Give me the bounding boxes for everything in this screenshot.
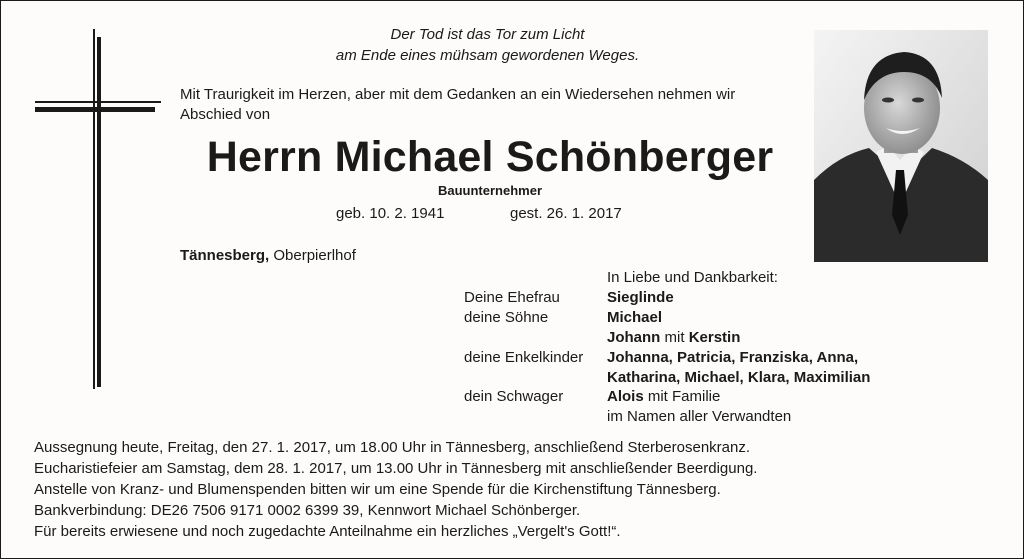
footer-line-thanks: Für bereits erwiesene und noch zugedachte Anteilnahme ein herzliches „Vergelt's Gott!“.	[34, 523, 621, 540]
brother-in-law-name: Alois	[607, 388, 644, 405]
intro-line-1: Mit Traurigkeit im Herzen, aber mit dem Gedanken an ein Wiedersehen nehmen wir	[180, 86, 736, 103]
cross-horizontal-thick	[35, 107, 155, 112]
deceased-name: Herrn Michael Schönberger	[206, 133, 774, 181]
son-2-partner: Kerstin	[688, 329, 741, 346]
son-2	[607, 328, 740, 348]
grandchildren-line-1	[607, 348, 858, 368]
son-2-connector: mit	[660, 329, 689, 346]
wife-label: Deine Ehefrau	[464, 289, 560, 306]
portrait-photo	[814, 30, 988, 262]
grandchildren-line-2	[607, 368, 870, 388]
all-relatives: im Namen aller Verwandten	[607, 408, 792, 425]
brother-in-law-label: dein Schwager	[464, 388, 564, 405]
motto-line-1: Der Tod ist das Tor zum Licht	[390, 26, 585, 43]
grandchildren-label: deine Enkelkinder	[464, 349, 584, 366]
sons-label: deine Söhne	[464, 309, 549, 326]
grandchildren-names-1: Johanna, Patricia, Franziska, Anna,	[607, 349, 859, 366]
wife-name	[607, 288, 674, 308]
cross-horizontal-thin	[35, 101, 161, 103]
death-date: gest. 26. 1. 2017	[510, 205, 622, 222]
son-2-name: Johann	[607, 329, 661, 346]
mourners-header: In Liebe und Dankbarkeit:	[607, 269, 778, 286]
footer-line-donation: Anstelle von Kranz- und Blumenspenden bitten wir um eine Spende für die Kirchenstiftung Tännesberg.	[34, 481, 721, 498]
son-1	[607, 308, 662, 328]
deceased-profession: Bauunternehmer	[437, 183, 543, 198]
son-1-name: Michael	[607, 309, 663, 326]
cross-vertical-thick	[97, 37, 101, 387]
residence	[180, 247, 356, 264]
residence-locality: Oberpierlhof	[269, 247, 356, 264]
residence-town: Tännesberg,	[180, 247, 270, 264]
brother-in-law-family: mit Familie	[643, 388, 721, 405]
footer-line-bank-details: Bankverbindung: DE26 7506 9171 0002 6399 39, Kennwort Michael Schönberger.	[34, 502, 581, 519]
grandchildren-names-2: Katharina, Michael, Klara, Maximilian	[607, 369, 871, 386]
footer-line-requiem-mass: Eucharistiefeier am Samstag, dem 28. 1. 2017, um 13.00 Uhr in Tännesberg mit anschließender Beerdigung.	[34, 460, 758, 477]
brother-in-law	[607, 387, 720, 407]
footer-line-funeral-blessing: Aussegnung heute, Freitag, den 27. 1. 2017, um 18.00 Uhr in Tännesberg, anschließend Sterberosenkranz.	[34, 439, 751, 456]
wife-name-text: Sieglinde	[607, 289, 674, 306]
birth-date: geb. 10. 2. 1941	[336, 205, 445, 222]
cross-vertical-thin	[93, 29, 95, 389]
intro-line-2: Abschied von	[180, 106, 271, 123]
motto-line-2: am Ende eines mühsam gewordenen Weges.	[335, 47, 640, 64]
